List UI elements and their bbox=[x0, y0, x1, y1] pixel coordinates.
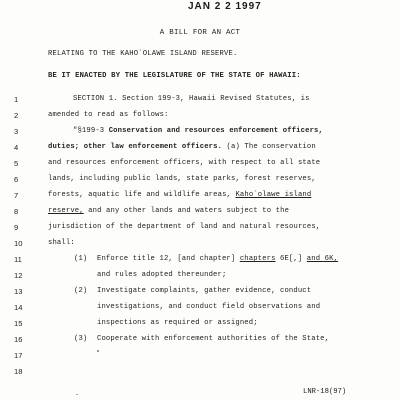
paragraph-number: (1) bbox=[74, 255, 88, 263]
date-stamp: JAN 2 2 1997 bbox=[188, 1, 262, 12]
enacting-clause: BE IT ENACTED BY THE LEGISLATURE OF THE STATE OF HAWAII: bbox=[48, 72, 301, 80]
bill-line bbox=[48, 192, 311, 199]
bill-line: amended to read as follows: bbox=[48, 111, 169, 119]
bill-line: jurisdiction of the department of land and natural resources, bbox=[48, 223, 321, 231]
bill-line: Cooperate with enforcement authorities of the State, bbox=[97, 335, 330, 343]
inserted-text: reserve, bbox=[48, 207, 84, 215]
section-heading-cont: duties; other law enforcement officers. bbox=[48, 143, 223, 151]
line-number: 17 bbox=[14, 351, 23, 360]
bill-line: and rules adopted thereunder; bbox=[97, 271, 227, 279]
bill-line: shall: bbox=[48, 239, 75, 247]
inserted-text: Kaho`olawe island bbox=[235, 191, 312, 199]
line-number: 1 bbox=[14, 95, 19, 104]
line-number: 2 bbox=[14, 111, 19, 120]
bill-line bbox=[48, 208, 289, 215]
bill-line: inspections as required or assigned; bbox=[97, 319, 258, 327]
paragraph-number: (2) bbox=[74, 287, 88, 295]
line-number: 7 bbox=[14, 191, 19, 200]
line-segment: 6E[,] bbox=[275, 255, 307, 263]
bill-line: and resources enforcement officers, with respect to all state bbox=[48, 159, 321, 167]
bill-line bbox=[73, 128, 323, 135]
line-number: 6 bbox=[14, 175, 19, 184]
bill-line: lands, including public lands, state parks, forest reserves, bbox=[48, 175, 316, 183]
line-number: 9 bbox=[14, 223, 19, 232]
bill-line: SECTION 1. Section 199-3, Hawaii Revised Statutes, is bbox=[73, 95, 310, 103]
inserted-text: chapters bbox=[239, 255, 276, 263]
line-segment: and any other lands and waters subject to the bbox=[83, 207, 290, 215]
line-number: 5 bbox=[14, 159, 19, 168]
subsection-text: (a) The conservation bbox=[222, 143, 316, 151]
scan-speck bbox=[76, 394, 78, 395]
footer-code: LNR-18(97) bbox=[303, 388, 347, 396]
line-number: 10 bbox=[14, 239, 23, 248]
line-segment: forests, aquatic life and wildlife areas, bbox=[48, 191, 236, 199]
line-number: 4 bbox=[14, 143, 19, 152]
line-number: 18 bbox=[14, 367, 23, 376]
line-number: 16 bbox=[14, 335, 23, 344]
scan-speck bbox=[97, 350, 99, 352]
bill-title: A BILL FOR AN ACT bbox=[159, 29, 241, 37]
line-number: 13 bbox=[14, 287, 23, 296]
line-number: 11 bbox=[14, 255, 22, 264]
section-symbol: "§199-3 bbox=[73, 127, 109, 135]
bill-line: investigations, and conduct field observations and bbox=[97, 303, 321, 311]
bill-line bbox=[48, 144, 316, 151]
line-number: 12 bbox=[14, 271, 23, 280]
line-number: 15 bbox=[14, 319, 23, 328]
line-segment: Enforce title 12, [and chapter] bbox=[97, 255, 240, 263]
paragraph-number: (3) bbox=[74, 335, 88, 343]
bill-line bbox=[97, 256, 338, 263]
section-heading: Conservation and resources enforcement officers, bbox=[108, 127, 323, 135]
line-number: 8 bbox=[14, 207, 19, 216]
line-number: 3 bbox=[14, 127, 19, 136]
relating-clause: RELATING TO THE KAHO`OLAWE ISLAND RESERVE. bbox=[48, 50, 238, 58]
line-number: 14 bbox=[14, 303, 23, 312]
bill-line: Investigate complaints, gather evidence, conduct bbox=[97, 287, 312, 295]
inserted-text: and 6K, bbox=[306, 255, 339, 263]
